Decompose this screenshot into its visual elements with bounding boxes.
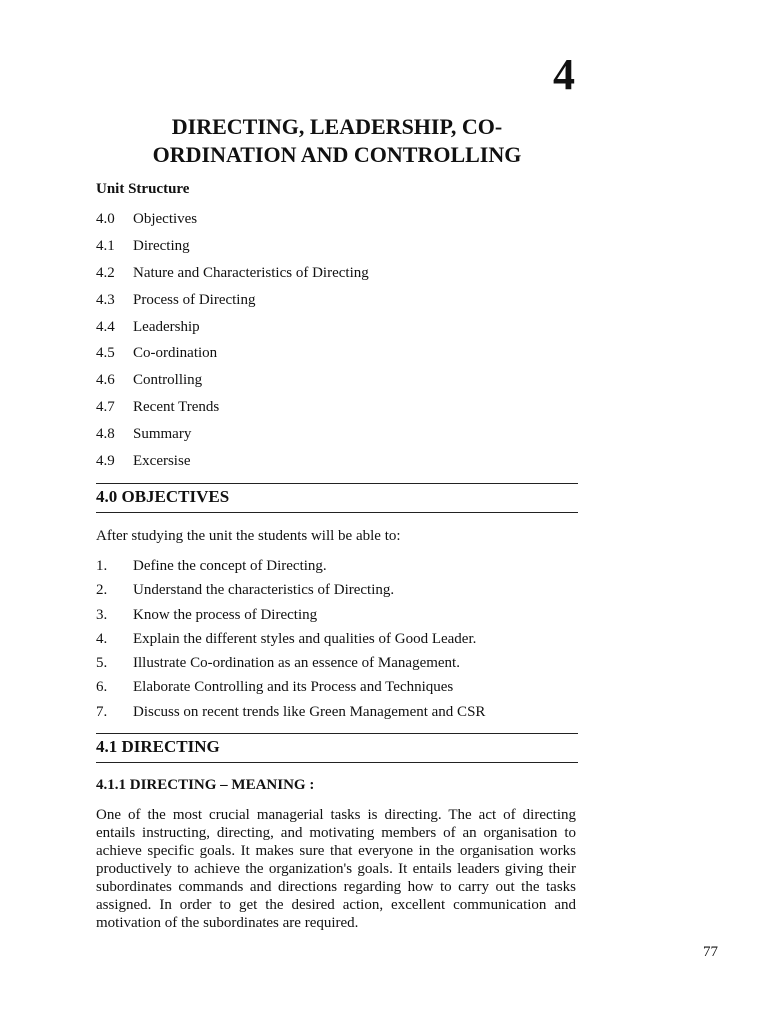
page-number: 77 xyxy=(703,944,718,960)
objective-item xyxy=(96,654,578,678)
chapter-title-line-2: ORDINATION AND CONTROLLING xyxy=(152,142,522,167)
objective-text: Understand the characteristics of Directing. xyxy=(133,582,395,599)
toc-item-label: Nature and Characteristics of Directing xyxy=(133,264,369,281)
objectives-heading: 4.0 OBJECTIVES xyxy=(96,487,230,506)
toc-item-label: Leadership xyxy=(133,318,200,335)
toc-item-label: Process of Directing xyxy=(133,291,256,308)
toc-item-number: 4.7 xyxy=(96,399,115,416)
toc-item-label: Objectives xyxy=(133,211,198,227)
objective-item xyxy=(96,703,578,727)
toc-item-label: Recent Trends xyxy=(133,399,220,416)
directing-heading: 4.1 DIRECTING xyxy=(96,737,220,756)
toc-item-number: 4.9 xyxy=(96,453,115,470)
toc-item xyxy=(96,264,578,291)
toc-item-number: 4.8 xyxy=(96,426,115,443)
objective-text: Elaborate Controlling and its Process and Techniques xyxy=(133,679,454,696)
objective-number: 1. xyxy=(96,558,108,574)
toc-item-label: Directing xyxy=(133,237,190,254)
objective-text: Define the concept of Directing. xyxy=(133,558,327,574)
toc-item-label: Summary xyxy=(133,426,192,443)
objective-number: 5. xyxy=(96,655,108,672)
toc-item-number: 4.4 xyxy=(96,318,115,335)
section-divider-bottom xyxy=(96,762,578,763)
objective-number: 4. xyxy=(96,630,108,647)
toc-item-number: 4.0 xyxy=(96,211,115,227)
toc-item xyxy=(96,371,578,398)
unit-structure-heading: Unit Structure xyxy=(96,181,190,197)
objectives-list xyxy=(96,557,578,727)
section-divider-bottom xyxy=(96,512,578,513)
objective-number: 7. xyxy=(96,703,108,720)
toc-item-number: 4.3 xyxy=(96,291,115,308)
toc-item xyxy=(96,237,578,264)
toc-item xyxy=(96,398,578,425)
objective-item xyxy=(96,630,578,654)
objective-text: Know the process of Directing xyxy=(133,606,318,623)
objective-item xyxy=(96,581,578,605)
section-divider-top xyxy=(96,483,578,484)
chapter-number: 4 xyxy=(553,50,575,99)
directing-meaning-paragraph: One of the most crucial managerial tasks is directing. The act of directing entails instructing, directing, and motivating members of an organisation to achieve specific goals. It makes sure that everyone in the organisation works productively to achieve the organization's goals. It entails leaders giving their subordinates commands and directions regarding how to carry out the tasks assigned. In order to get the desired action, excellent communication and motivation of the subordinates are required. xyxy=(96,807,576,931)
toc-item-label: Controlling xyxy=(133,372,203,389)
section-divider-top xyxy=(96,733,578,734)
directing-meaning-subheading: 4.1.1 DIRECTING – MEANING : xyxy=(96,777,315,793)
objective-number: 3. xyxy=(96,606,108,623)
toc-item-number: 4.2 xyxy=(96,264,115,281)
objective-text: Explain the different styles and qualities of Good Leader. xyxy=(133,630,477,647)
objective-item xyxy=(96,606,578,630)
toc-item xyxy=(96,291,578,318)
toc-item-label: Excersise xyxy=(133,453,191,470)
unit-structure-list xyxy=(96,210,578,479)
toc-item xyxy=(96,210,578,237)
objective-item xyxy=(96,678,578,702)
chapter-title-line-1: DIRECTING, LEADERSHIP, CO- xyxy=(171,114,503,139)
toc-item-label: Co-ordination xyxy=(133,345,218,362)
objective-text: Discuss on recent trends like Green Management and CSR xyxy=(133,703,486,720)
objective-item xyxy=(96,557,578,581)
toc-item xyxy=(96,318,578,345)
objective-text: Illustrate Co-ordination as an essence of Management. xyxy=(133,655,460,672)
toc-item-number: 4.1 xyxy=(96,237,115,254)
objectives-intro: After studying the unit the students will be able to: xyxy=(96,528,401,544)
toc-item-number: 4.6 xyxy=(96,372,115,389)
objective-number: 2. xyxy=(96,582,108,599)
objective-number: 6. xyxy=(96,679,108,696)
chapter-title xyxy=(96,113,578,169)
toc-item xyxy=(96,452,578,479)
toc-item xyxy=(96,425,578,452)
toc-item xyxy=(96,344,578,371)
toc-item-number: 4.5 xyxy=(96,345,115,362)
